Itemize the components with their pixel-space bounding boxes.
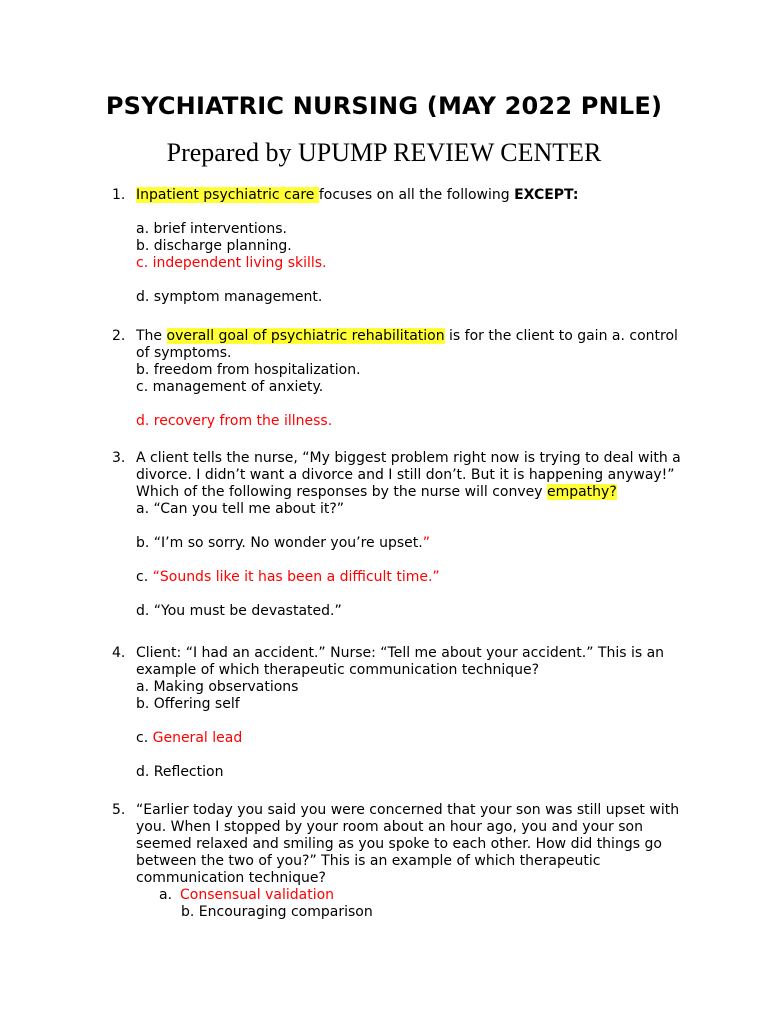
question-text-line1: A client tells the nurse, “My biggest problem right now is trying to deal with a (136, 450, 681, 466)
choice-b-quote: ” (422, 535, 430, 551)
choice-b: b. Encouraging comparison (181, 904, 373, 920)
choice-a: a. “Can you tell me about it?” (136, 501, 345, 517)
question-text-line1: Client: “I had an accident.” Nurse: “Tell me about your accident.” This is an (136, 645, 665, 661)
choice-d: d. symptom management. (136, 289, 323, 305)
question-text-line3 (136, 484, 692, 501)
question-text-post: is for the client to gain a. control (444, 328, 678, 344)
choice-c-answer: “Sounds like it has been a difficult time.” (152, 569, 440, 585)
question-text-line2: of symptoms. (136, 345, 232, 361)
choice-c-label: c. (136, 730, 153, 746)
choice-c: c. management of anxiety. (136, 379, 324, 395)
choice-b: b. freedom from hospitalization. (136, 362, 361, 378)
question-number: 2. (112, 328, 126, 344)
question-5 (112, 802, 692, 921)
page-subtitle: Prepared by UPUMP REVIEW CENTER (166, 138, 602, 167)
choice-c (136, 569, 692, 586)
choice-b: b. discharge planning. (136, 238, 292, 254)
highlighted-text: overall goal of psychiatric rehabilitation (166, 328, 445, 344)
question-3 (112, 450, 692, 620)
choice-b (136, 535, 692, 552)
choice-c-answer: General lead (152, 730, 243, 746)
highlighted-text: Inpatient psychiatric care (136, 187, 319, 203)
choice-a-answer: Consensual validation (180, 887, 335, 903)
choice-a: a. brief interventions. (136, 221, 287, 237)
choice-a: a. Making observations (136, 679, 299, 695)
question-text-line2: divorce. I didn’t want a divorce and I still don’t. But it is happening anyway!” (136, 467, 675, 483)
choice-b: b. Offering self (136, 696, 240, 712)
choice-a (159, 887, 692, 904)
choice-c-answer: c. independent living skills. (136, 255, 327, 271)
question-number: 1. (112, 187, 126, 203)
question-text-line2: example of which therapeutic communication technique? (136, 662, 540, 678)
choice-a-label: a. (159, 887, 173, 903)
choice-b-text: b. “I’m so sorry. No wonder you’re upset. (136, 535, 423, 551)
question-text (136, 187, 692, 204)
choice-d-answer: d. recovery from the illness. (136, 413, 333, 429)
choice-c (136, 730, 692, 747)
choice-d: d. “You must be devastated.” (136, 603, 342, 619)
question-number: 5. (112, 802, 126, 818)
question-text-line5: communication technique? (136, 870, 326, 886)
choice-c-label: c. (136, 569, 153, 585)
question-text-rest: focuses on all the following (318, 187, 515, 203)
page-title: PSYCHIATRIC NURSING (MAY 2022 PNLE) (105, 92, 663, 120)
question-number: 3. (112, 450, 126, 466)
question-number: 4. (112, 645, 126, 661)
question-text-line3: seemed relaxed and smiling as you spoke to each other. How did things go (136, 836, 662, 852)
except-label: EXCEPT: (514, 187, 579, 203)
question-2 (112, 328, 692, 430)
question-text-line1: “Earlier today you said you were concerned that your son was still upset with (136, 802, 680, 818)
question-text-pre: Which of the following responses by the nurse will convey (136, 484, 547, 500)
question-1 (112, 187, 692, 306)
highlighted-text: empathy? (546, 484, 617, 500)
choice-d: d. Reflection (136, 764, 224, 780)
question-text-line4: between the two of you?” This is an example of which therapeutic (136, 853, 601, 869)
question-text-pre: The (136, 328, 167, 344)
question-4 (112, 645, 692, 781)
question-text (136, 328, 692, 345)
question-text-line2: you. When I stopped by your room about an hour ago, you and your son (136, 819, 643, 835)
